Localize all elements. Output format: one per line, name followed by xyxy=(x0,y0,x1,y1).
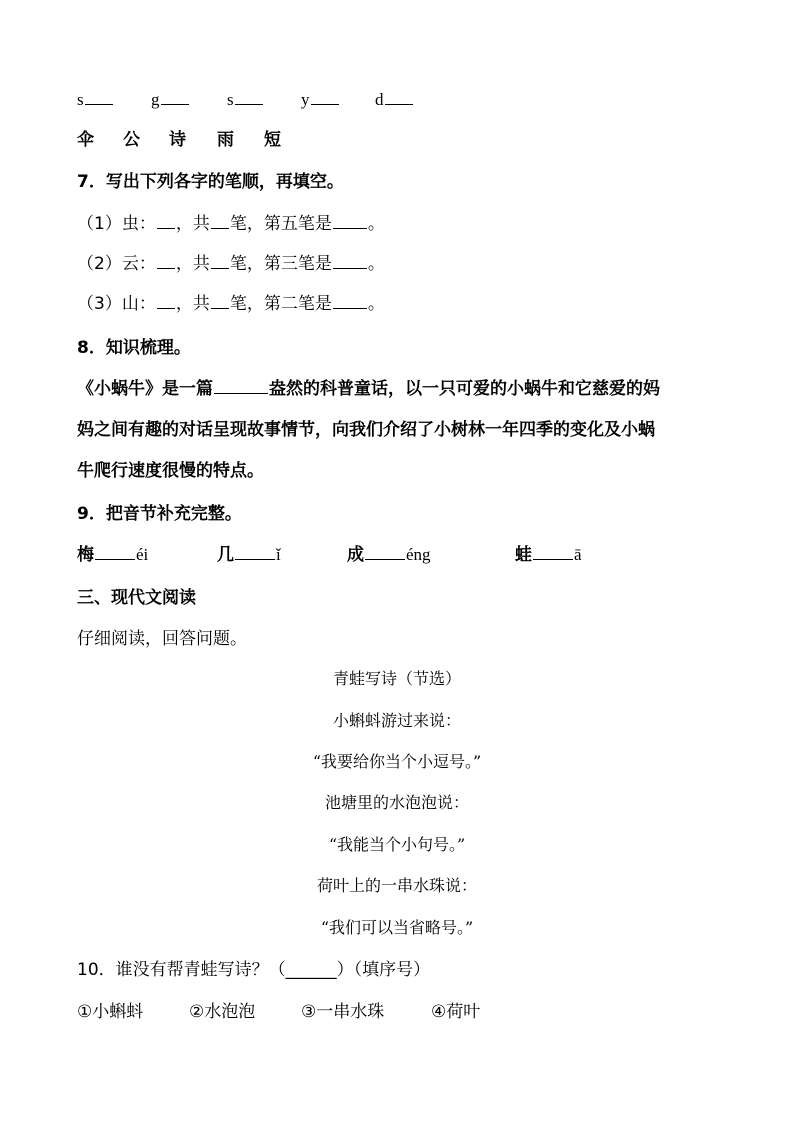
question-8-title: 8．知识梳理。 xyxy=(77,338,191,358)
answer-blank[interactable] xyxy=(214,377,268,394)
syllable-rest: ǐ xyxy=(276,545,281,564)
syllable-item[interactable] xyxy=(515,543,582,567)
option-item[interactable]: ③一串水珠 xyxy=(301,1002,385,1022)
section-3-title: 三、现代文阅读 xyxy=(77,588,196,608)
q9-syllable-row xyxy=(77,543,637,567)
q8-paragraph-line-1 xyxy=(77,377,660,401)
syllable-char: 蛙 xyxy=(515,545,532,565)
syllable-item[interactable] xyxy=(347,543,431,567)
q7-item-text: 。 xyxy=(367,254,385,274)
q7-item-1 xyxy=(77,212,385,236)
q7-item-2 xyxy=(77,252,385,276)
character: 公 xyxy=(123,130,140,150)
q7-item-text: 笔，第三笔是 xyxy=(229,254,332,274)
q7-item-text: 笔，第五笔是 xyxy=(229,214,332,234)
q10-prefix: 10．谁没有帮青蛙写诗？（ xyxy=(77,960,286,980)
characters-row xyxy=(77,128,477,152)
option-item[interactable]: ②水泡泡 xyxy=(189,1002,256,1022)
q7-item-prefix: （3）山： xyxy=(77,294,156,314)
character: 伞 xyxy=(77,130,94,150)
poem-line: “我要给你当个小逗号。” xyxy=(312,752,482,771)
syllable-item[interactable] xyxy=(77,543,148,567)
q7-item-3 xyxy=(77,292,385,316)
poem-line: 池塘里的水泡泡说： xyxy=(324,793,469,812)
pinyin-initial: y xyxy=(301,90,310,109)
poem-line: 荷叶上的一串水珠说： xyxy=(316,876,477,895)
syllable-item[interactable] xyxy=(217,543,281,567)
q10-suffix: ）（填序号） xyxy=(336,960,431,980)
q7-item-text: 。 xyxy=(367,294,385,314)
poem-line: “我能当个小句号。” xyxy=(328,835,466,854)
q7-item-text: 笔，第二笔是 xyxy=(229,294,332,314)
character: 诗 xyxy=(169,130,186,150)
q7-item-prefix: （1）虫： xyxy=(77,214,156,234)
pinyin-initial-item[interactable] xyxy=(151,88,190,112)
answer-blank[interactable] xyxy=(333,212,367,229)
pinyin-initial-item[interactable] xyxy=(375,88,414,112)
option-item[interactable]: ④荷叶 xyxy=(431,1002,481,1022)
syllable-char: 成 xyxy=(347,545,364,565)
q7-item-text: ，共 xyxy=(175,214,210,234)
pinyin-blank-row xyxy=(77,88,477,112)
syllable-rest: éng xyxy=(406,545,431,564)
question-7-title: 7．写出下列各字的笔顺，再填空。 xyxy=(77,172,344,192)
syllable-rest: éi xyxy=(136,545,149,564)
character: 短 xyxy=(264,130,281,150)
answer-blank[interactable] xyxy=(157,212,175,229)
pinyin-initial: s xyxy=(227,90,234,109)
q10-options-row xyxy=(77,1000,557,1024)
pinyin-initial: g xyxy=(151,90,160,109)
answer-blank[interactable] xyxy=(157,292,175,309)
section-3-instruction: 仔细阅读，回答问题。 xyxy=(77,629,247,649)
syllable-char: 梅 xyxy=(77,545,94,565)
question-9-title: 9．把音节补充完整。 xyxy=(77,504,242,524)
question-10 xyxy=(77,958,430,982)
pinyin-initial-item[interactable] xyxy=(77,88,114,112)
q7-item-text: ，共 xyxy=(175,294,210,314)
syllable-rest: ā xyxy=(574,545,582,564)
q7-item-text: 。 xyxy=(367,214,385,234)
answer-blank[interactable] xyxy=(211,292,229,309)
character: 雨 xyxy=(217,130,234,150)
q8-paragraph-line-3: 牛爬行速度很慢的特点。 xyxy=(77,461,264,481)
pinyin-initial: d xyxy=(375,90,384,109)
poem-title: 青蛙写诗（节选） xyxy=(332,669,461,688)
answer-blank[interactable] xyxy=(333,292,367,309)
q8-text: 盎然的科普童话，以一只可爱的小蜗牛和它慈爱的妈 xyxy=(269,379,660,399)
pinyin-initial-item[interactable] xyxy=(227,88,264,112)
q8-text: 《小蜗牛》是一篇 xyxy=(77,379,213,399)
answer-blank[interactable] xyxy=(333,252,367,269)
answer-blank[interactable] xyxy=(211,252,229,269)
poem-line: 小蝌蚪游过来说： xyxy=(332,711,461,730)
pinyin-initial: s xyxy=(77,90,84,109)
answer-blank[interactable]: ______ xyxy=(285,960,337,980)
q7-item-text: ，共 xyxy=(175,254,210,274)
pinyin-initial-item[interactable] xyxy=(301,88,340,112)
syllable-char: 几 xyxy=(217,545,234,565)
answer-blank[interactable] xyxy=(157,252,175,269)
option-item[interactable]: ①小蝌蚪 xyxy=(77,1002,144,1022)
poem-line: “我们可以当省略号。” xyxy=(320,918,474,937)
q8-paragraph-line-2: 妈之间有趣的对话呈现故事情节，向我们介绍了小树林一年四季的变化及小蜗 xyxy=(77,420,655,440)
q7-item-prefix: （2）云： xyxy=(77,254,156,274)
answer-blank[interactable] xyxy=(211,212,229,229)
